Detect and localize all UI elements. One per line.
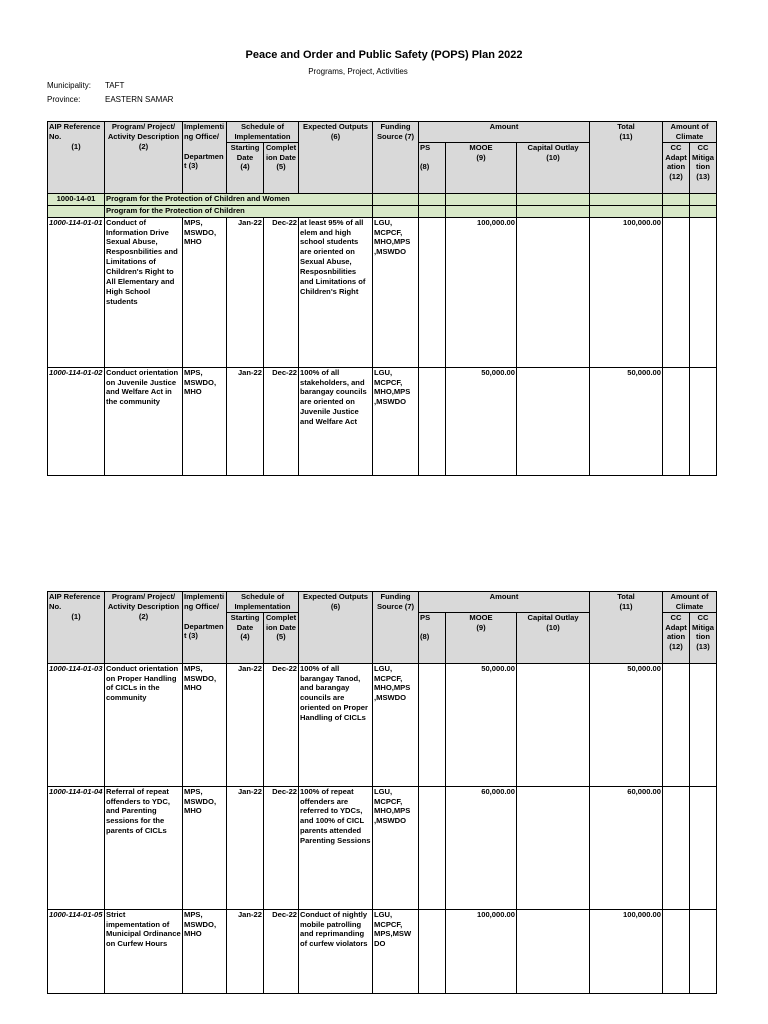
subprogram-row: [48, 205, 717, 217]
table-row: 1000-114-01-04 Referral of repeat offenders to YDC, and Parenting sessions for the parents of CICLs MPS, MSWDO, MHO Jan-22 Dec-22 100% of repeat offenders are referred to YDCs, and 100% of CICL parents attended Parenting Sessions LGU, MCPCF, MHO,MPS ,MSWDO 60,000.00 60,000.00: [48, 786, 717, 909]
header-funding: Funding Source (7): [373, 592, 419, 664]
document-title: Peace and Order and Public Safety (POPS) Plan 2022: [245, 49, 523, 61]
table-header-row: [48, 122, 717, 143]
header-cc-mitig: CC Mitigation (13): [690, 612, 717, 663]
header-total: Total (11): [590, 592, 663, 664]
header-funding: Funding Source (7): [373, 122, 419, 194]
header-outputs: Expected Outputs (6): [299, 122, 373, 194]
pops-table-page-2: [47, 591, 717, 994]
header-start: Starting Date (4): [227, 142, 264, 193]
province-line: [47, 95, 173, 104]
header-climate: Amount of Climate: [663, 122, 717, 143]
header-amount: Amount: [419, 592, 590, 613]
program-title: Program for the Protection of Children and Women: [105, 193, 373, 205]
header-completion: Completion Date (5): [264, 612, 299, 663]
header-program: Program/ Project/ Activity Description (2): [105, 592, 183, 664]
document-subtitle: Programs, Project, Activities: [308, 67, 408, 76]
header-amount: Amount: [419, 122, 590, 143]
header-schedule: Schedule of Implementation: [227, 592, 299, 613]
header-ps: PS (8): [419, 612, 446, 663]
header-program: Program/ Project/ Activity Description (2): [105, 122, 183, 194]
header-capital: Capital Outlay (10): [517, 612, 590, 663]
header-schedule: Schedule of Implementation: [227, 122, 299, 143]
header-outputs: Expected Outputs (6): [299, 592, 373, 664]
table-row: 1000-114-01-02 Conduct orientation on Juvenile Justice and Welfare Act in the community MPS, MSWDO, MHO Jan-22 Dec-22 100% of all stakeholders, and barangay councils are oriented on Juvenile Justice and Welfare Act LGU, MCPCF, MHO,MPS ,MSWDO 50,000.00 50,000.00: [48, 367, 717, 475]
header-aip-ref: AIP Reference No. (1): [48, 122, 105, 194]
program-code: 1000-14-01: [48, 193, 105, 205]
municipality-line: [47, 81, 124, 90]
header-climate: Amount of Climate: [663, 592, 717, 613]
header-mooe: MOOE (9): [446, 142, 517, 193]
subprogram-title: Program for the Protection of Children: [105, 205, 373, 217]
municipality-label: Municipality:: [47, 81, 92, 90]
table-row: 1000-114-01-01 Conduct of Information Drive Sexual Abuse, Resposnbilities and Limitations of Children's Right to All Elementary and High School students MPS, MSWDO, MHO Jan-22 Dec-22 at least 95% of all elem and high school students are oriented on Sexual Abuse, Resposnbilities and Limitations of Children's Right LGU, MCPCF, MHO,MPS ,MSWDO 100,000.00 100,000.00: [48, 217, 717, 367]
municipality-value: TAFT: [105, 81, 125, 90]
header-total: Total (11): [590, 122, 663, 194]
province-label: Province:: [47, 95, 81, 104]
table-row: 1000-114-01-03 Conduct orientation on Proper Handling of CICLs in the community MPS, MSWDO, MHO Jan-22 Dec-22 100% of all barangay Tanod, and barangay councils are oriented on Proper Handling of CICLs LGU, MCPCF, MHO,MPS ,MSWDO 50,000.00 50,000.00: [48, 663, 717, 786]
header-impl-office: Implementing Office/ Department (3): [183, 122, 227, 194]
table-header-row: [48, 592, 717, 613]
header-mooe: MOOE (9): [446, 612, 517, 663]
header-start: Starting Date (4): [227, 612, 264, 663]
header-ps: PS (8): [419, 142, 446, 193]
pops-table-page-1: [47, 121, 717, 476]
header-cc-adapt: CC Adaptation (12): [663, 142, 690, 193]
header-completion: Completion Date (5): [264, 142, 299, 193]
table-row: 1000-114-01-05 Strict impementation of Municipal Ordinance on Curfew Hours MPS, MSWDO, MHO Jan-22 Dec-22 Conduct of nightly mobile patrolling and reprimanding of curfew violators LGU, MCPCF, MPS,MSW DO 100,000.00 100,000.00: [48, 909, 717, 993]
header-aip-ref: AIP Reference No. (1): [48, 592, 105, 664]
province-value: EASTERN SAMAR: [105, 95, 174, 104]
header-cc-adapt: CC Adaptation (12): [663, 612, 690, 663]
header-capital: Capital Outlay (10): [517, 142, 590, 193]
header-impl-office: Implementing Office/ Department (3): [183, 592, 227, 664]
program-row: [48, 193, 717, 205]
header-cc-mitig: CC Mitigation (13): [690, 142, 717, 193]
